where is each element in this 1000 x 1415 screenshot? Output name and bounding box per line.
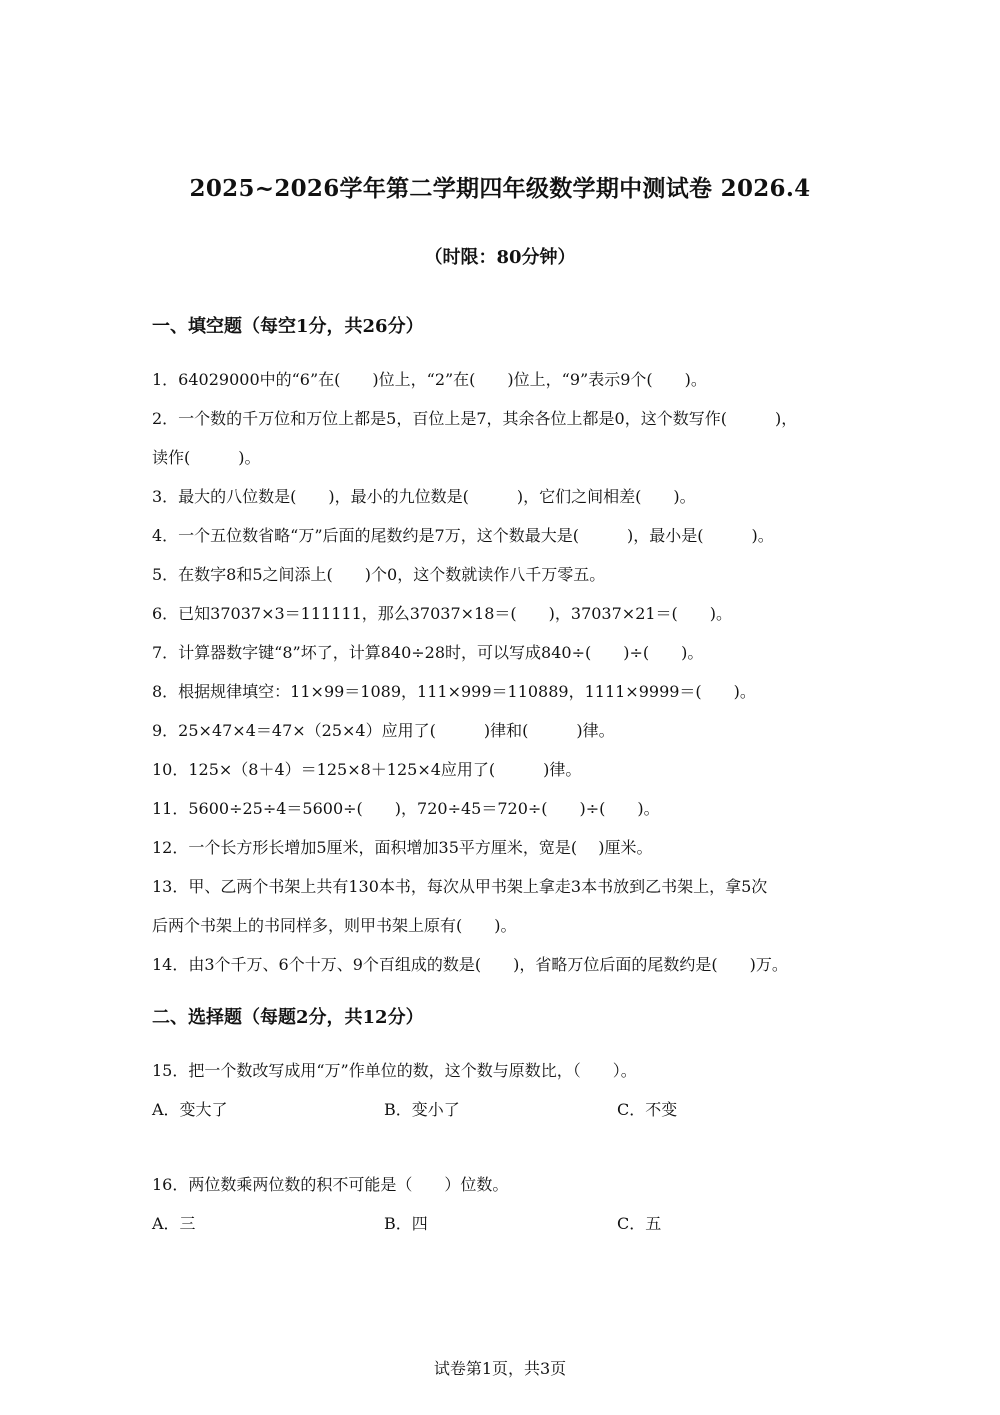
question-16-option-b: B．四 — [384, 1214, 428, 1233]
question-15-option-a: A．变大了 — [152, 1100, 228, 1119]
question-13: 13．甲、乙两个书架上共有130本书，每次从甲书架上拿走3本书放到乙书架上，拿5次 — [152, 877, 768, 896]
question-13-continued: 后两个书架上的书同样多，则甲书架上原有( )。 — [152, 916, 517, 935]
exam-time-limit: （时限：80分钟） — [424, 247, 576, 268]
question-7: 7．计算器数字键“8”坏了，计算840÷28时，可以写成840÷( )÷( )。 — [152, 643, 704, 662]
question-11: 11．5600÷25÷4＝5600÷( )，720÷45＝720÷( )÷( )。 — [152, 799, 660, 818]
question-10: 10．125×（8＋4）＝125×8＋125×4应用了( )律。 — [152, 760, 582, 779]
section-2-heading: 二、选择题（每题2分，共12分） — [152, 1007, 424, 1028]
question-3: 3．最大的八位数是( )，最小的九位数是( )，它们之间相差( )。 — [152, 487, 696, 506]
section-1-heading: 一、填空题（每空1分，共26分） — [152, 316, 424, 337]
question-5: 5．在数字8和5之间添上( )个0，这个数就读作八千万零五。 — [152, 565, 606, 584]
page-footer: 试卷第1页，共3页 — [433, 1359, 567, 1378]
question-2-continued: 读作( )。 — [152, 448, 261, 467]
question-14: 14．由3个千万、6个十万、9个百组成的数是( )，省略万位后面的尾数约是( )万。 — [152, 955, 788, 974]
question-8: 8．根据规律填空：11×99＝1089，111×999＝110889，1111×9999＝( )。 — [152, 682, 756, 701]
question-15: 15．把一个数改写成用“万”作单位的数，这个数与原数比，（ ）。 — [152, 1061, 637, 1080]
question-16-option-c: C．五 — [617, 1214, 662, 1233]
question-16-option-a: A．三 — [152, 1214, 196, 1233]
question-4: 4．一个五位数省略“万”后面的尾数约是7万，这个数最大是( )，最小是( )。 — [152, 526, 774, 545]
question-6: 6．已知37037×3＝111111，那么37037×18＝( )，37037×21＝( )。 — [152, 604, 733, 623]
question-15-option-c: C．不变 — [617, 1100, 678, 1119]
question-1: 1．64029000中的“6”在( )位上，“2”在( )位上，“9”表示9个( )。 — [152, 370, 707, 389]
question-12: 12．一个长方形长增加5厘米，面积增加35平方厘米，宽是( )厘米。 — [152, 838, 653, 857]
question-15-option-b: B．变小了 — [384, 1100, 460, 1119]
question-2: 2．一个数的千万位和万位上都是5，百位上是7，其余各位上都是0，这个数写作( )， — [152, 409, 798, 428]
question-9: 9．25×47×4＝47×（25×4）应用了( )律和( )律。 — [152, 721, 615, 740]
question-16: 16．两位数乘两位数的积不可能是（ ）位数。 — [152, 1175, 509, 1194]
exam-title: 2025~2026学年第二学期四年级数学期中测试卷 2026.4 — [189, 175, 811, 202]
